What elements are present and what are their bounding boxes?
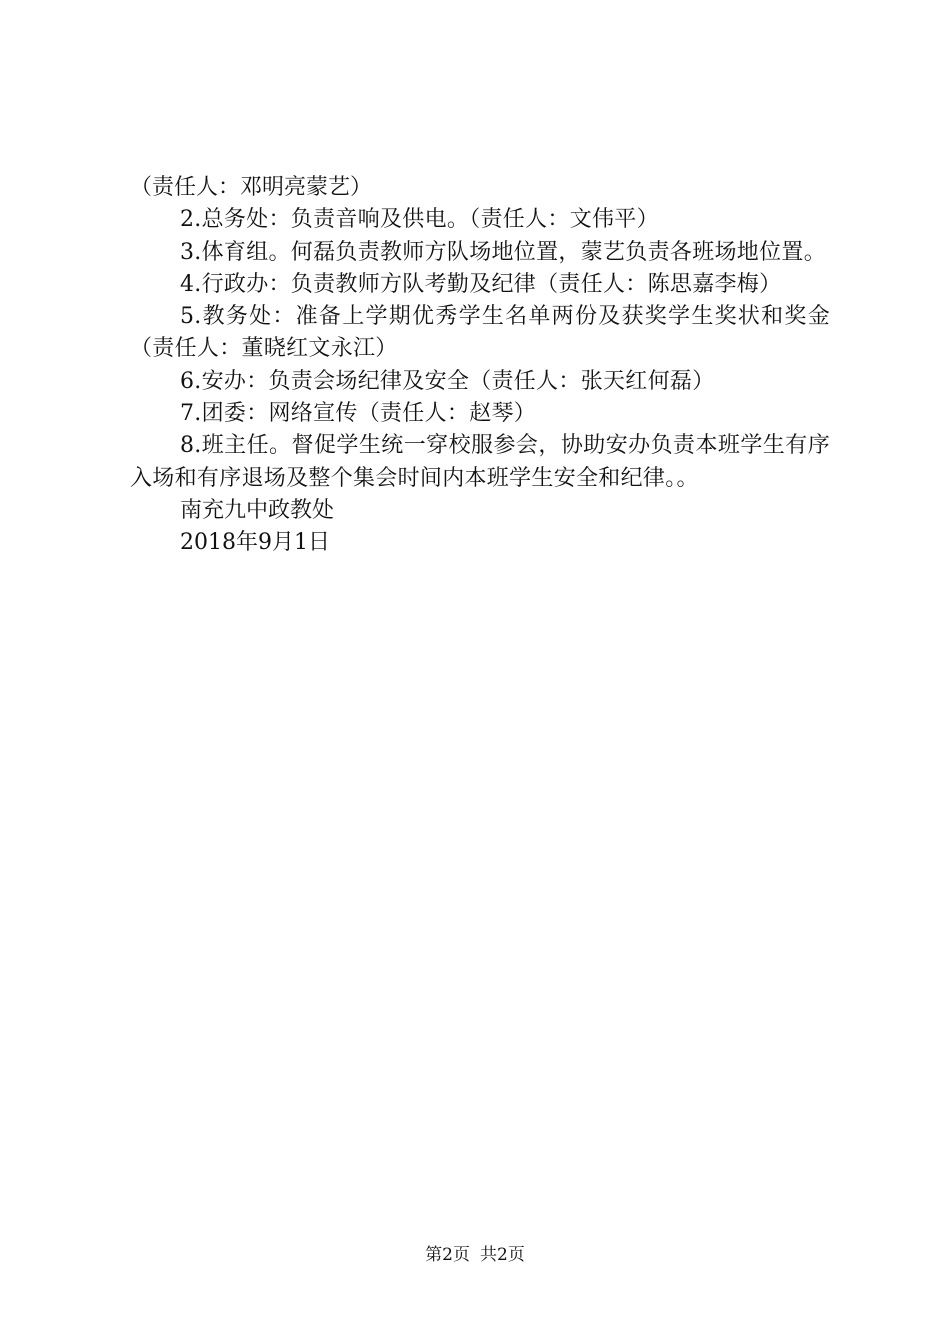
paragraph-item-3: 3.体育组。何磊负责教师方队场地位置，蒙艺负责各班场地位置。 (180, 239, 826, 265)
page-total: 共2页 (480, 1245, 525, 1265)
paragraph-item-5: 5.教务处：准备上学期优秀学生名单两份及获奖学生奖状和奖金（责任人：董晓红文永江） (130, 304, 830, 362)
paragraph-item-4: 4.行政办：负责教师方队考勤及纪律（责任人：陈思嘉李梅） (180, 271, 782, 297)
paragraph-item-8: 8.班主任。督促学生统一穿校服参会，协助安办负责本班学生有序入场和有序退场及整个集会时间内本班学生安全和纪律。。 (130, 433, 830, 491)
signature-date: 2018年9月1日 (180, 530, 330, 556)
paragraph-item-2: 2.总务处：负责音响及供电。（责任人：文伟平） (180, 207, 659, 233)
signature-organization: 南充九中政教处 (180, 497, 335, 523)
page-footer (0, 1243, 950, 1267)
document-body (130, 172, 830, 560)
page-number: 第2页 (425, 1245, 470, 1265)
paragraph-item-6: 6.安办：负责会场纪律及安全（责任人：张天红何磊） (180, 368, 715, 394)
paragraph-item-7: 7.团委：网络宣传（责任人：赵琴） (180, 401, 537, 427)
paragraph-continuation: （责任人：邓明亮蒙艺） (130, 175, 373, 200)
